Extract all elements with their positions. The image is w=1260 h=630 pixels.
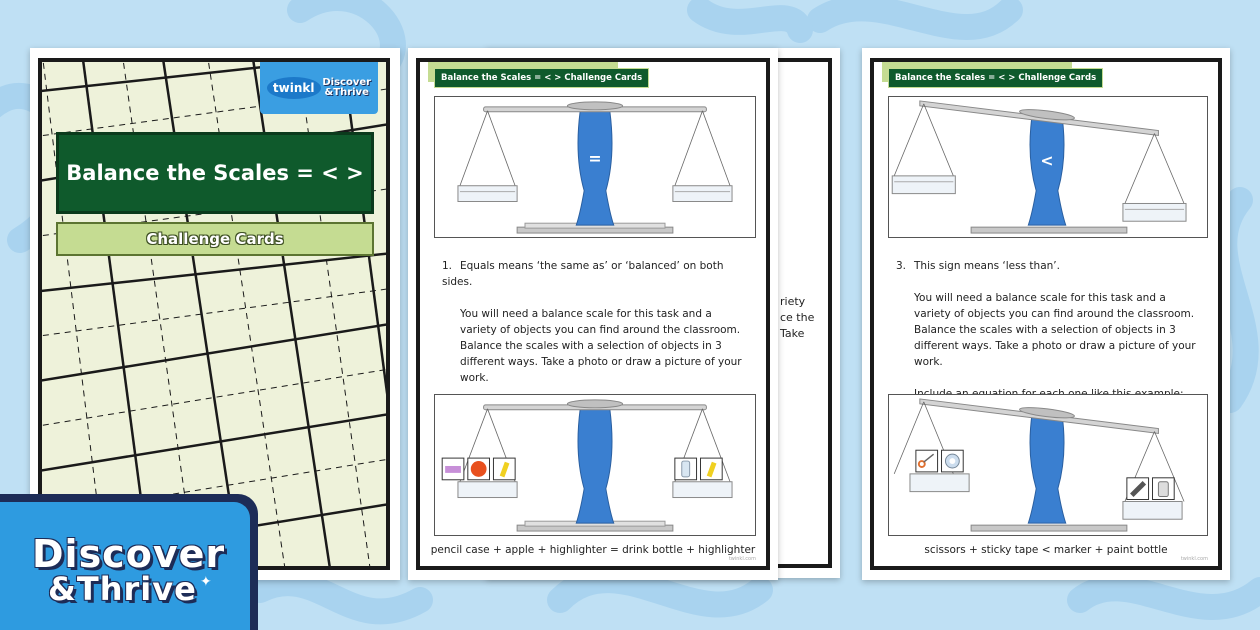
tilted-scale-illustration (889, 97, 1207, 237)
sparkle-icon: ✦ (200, 574, 212, 590)
card-3-footer: twinkl.com (1180, 556, 1208, 562)
pencil-case-icon (442, 458, 464, 480)
challenge-card-1 (408, 48, 778, 580)
cover-title: Balance the Scales = < > (56, 132, 374, 214)
mini-logo-word2: &Thrive (324, 87, 369, 98)
sticky-tape-icon (942, 450, 964, 472)
card-1-intro: Equals means ‘the same as’ or ‘balanced’ on both sides. (442, 260, 724, 288)
apple-icon (468, 458, 490, 480)
marker-icon (1127, 478, 1149, 500)
discover-thrive-logo-panel (0, 502, 250, 630)
scissors-icon (916, 450, 938, 472)
logo-word-thrive: &Thrive (48, 570, 197, 608)
card-1-example-scale-image (434, 394, 756, 536)
balanced-scale-illustration (435, 97, 755, 237)
card-3-task: You will need a balance scale for this task and a variety of objects you can find around the classroom. Balance the scales with a selection of objects in 3 different ways. Take a photo or draw a picture of your work. (914, 292, 1196, 368)
example-tilted-scale-illustration (889, 395, 1207, 535)
card-3-example-scale-image (888, 394, 1208, 536)
discover-thrive-logo (0, 494, 258, 630)
discover-thrive-mini-logo (322, 78, 371, 98)
scale-sign: = (588, 149, 602, 169)
scale-sign: < (1040, 151, 1054, 171)
highlighter-icon-2 (700, 458, 722, 480)
card-3-balance-scale-image (888, 96, 1208, 238)
back-sheet-text-1: riety (780, 295, 806, 308)
back-sheet-text-3: Take (780, 327, 805, 340)
card-1-footer: twinkl.com (728, 556, 756, 562)
card-1-equation: pencil case + apple + highlighter = drink bottle + highlighter (430, 544, 756, 556)
twinkl-logo: twinkl (267, 77, 321, 99)
card-3-intro: This sign means ‘less than’. (914, 260, 1060, 272)
cover-subtitle: Challenge Cards (56, 222, 374, 256)
card-1-frame (416, 58, 770, 570)
twinkl-discover-logo (260, 62, 378, 114)
card-1-header: Balance the Scales = < > Challenge Cards (434, 68, 649, 88)
logo-word-discover: Discover (32, 532, 226, 576)
card-3-number: 3. (896, 260, 907, 272)
drink-bottle-icon (675, 458, 697, 480)
card-3-header: Balance the Scales = < > Challenge Cards (888, 68, 1103, 88)
mini-logo-word1: Discover (322, 77, 372, 88)
card-1-number: 1. (442, 260, 453, 272)
card-3-equation: scissors + sticky tape < marker + paint bottle (924, 544, 1168, 556)
highlighter-icon (493, 458, 515, 480)
card-1-task: You will need a balance scale for this task and a variety of objects you can find around the classroom. Balance the scales with a selection of objects in 3 different ways. Take a photo or draw a picture of your work. (460, 308, 742, 384)
example-balanced-scale-illustration (435, 395, 755, 535)
card-3-frame (870, 58, 1222, 570)
challenge-card-3 (862, 48, 1230, 580)
card-1-balance-scale-image (434, 96, 756, 238)
paint-bottle-icon (1153, 478, 1175, 500)
back-sheet-text-2: ce the (780, 311, 815, 324)
